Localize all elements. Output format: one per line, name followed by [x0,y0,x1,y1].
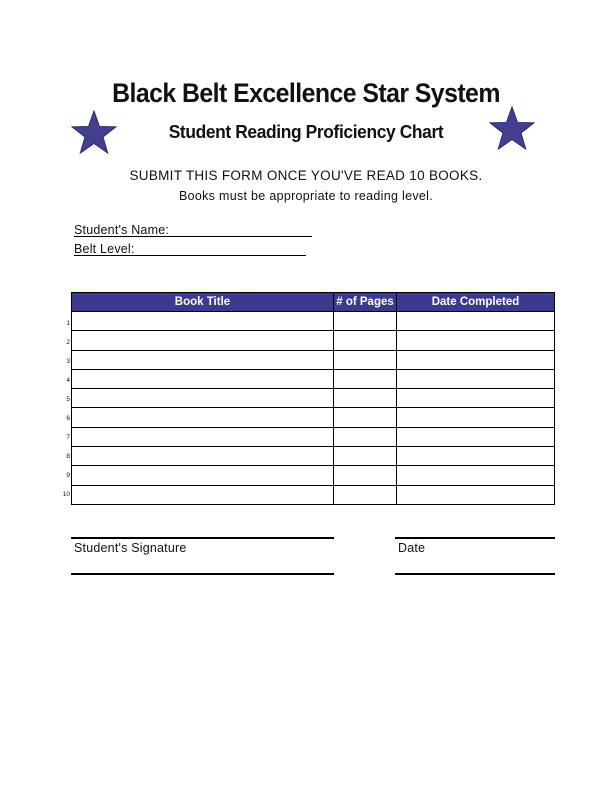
student-name-label: Student's Name: [74,223,170,237]
col-book-title: Book Title [72,293,334,312]
col-pages: # of Pages [334,293,397,312]
table-row [72,447,555,466]
book-title-cell[interactable] [72,369,334,388]
row-number: 6 [66,415,70,422]
table-row [72,485,555,504]
belt-level-line[interactable] [74,255,306,256]
book-title-cell[interactable] [72,485,334,504]
row-number: 5 [66,396,70,403]
pages-cell[interactable] [334,350,397,369]
table-row [72,408,555,427]
row-number: 10 [62,491,70,498]
pages-cell[interactable] [334,447,397,466]
table-row [72,466,555,485]
instruction-note: Books must be appropriate to reading level. [178,189,433,203]
date-top-rule [395,537,555,539]
pages-cell[interactable] [334,427,397,446]
pages-cell[interactable] [334,312,397,331]
book-title-cell[interactable] [72,350,334,369]
book-title-cell[interactable] [72,466,334,485]
date-cell[interactable] [397,466,555,485]
pages-cell[interactable] [334,485,397,504]
pages-cell[interactable] [334,369,397,388]
reading-table [71,292,555,505]
student-signature-line[interactable] [71,573,334,575]
date-cell[interactable] [397,427,555,446]
date-cell[interactable] [397,369,555,388]
date-cell[interactable] [397,389,555,408]
date-cell[interactable] [397,447,555,466]
col-date: Date Completed [397,293,555,312]
book-title-cell[interactable] [72,389,334,408]
book-title-cell[interactable] [72,427,334,446]
table-row [72,331,555,350]
instruction-main: SUBMIT THIS FORM ONCE YOU'VE READ 10 BOOKS. [129,168,483,183]
table-row [72,427,555,446]
page-subtitle: Student Reading Proficiency Chart [168,121,444,142]
pages-cell[interactable] [334,408,397,427]
signature-top-rule [71,537,334,539]
date-cell[interactable] [397,350,555,369]
date-cell[interactable] [397,312,555,331]
table-row [72,312,555,331]
table-header-row [72,293,555,312]
book-title-cell[interactable] [72,447,334,466]
student-name-line[interactable] [74,236,312,237]
date-cell[interactable] [397,331,555,350]
row-number: 7 [66,434,70,441]
table-row [72,389,555,408]
row-number: 4 [66,377,70,384]
row-number: 1 [66,320,70,327]
book-title-cell[interactable] [72,312,334,331]
belt-level-label: Belt Level: [74,242,135,256]
table-row [72,369,555,388]
book-title-cell[interactable] [72,331,334,350]
date-cell[interactable] [397,408,555,427]
pages-cell[interactable] [334,389,397,408]
book-title-cell[interactable] [72,408,334,427]
table-row [72,350,555,369]
row-number: 8 [66,453,70,460]
row-number: 9 [66,472,70,479]
student-signature-label: Student's Signature [74,541,187,555]
date-label: Date [398,541,426,555]
page-title: Black Belt Excellence Star System [112,78,500,108]
row-number: 3 [66,358,70,365]
pages-cell[interactable] [334,331,397,350]
pages-cell[interactable] [334,466,397,485]
date-cell[interactable] [397,485,555,504]
row-number: 2 [66,339,70,346]
date-line[interactable] [395,573,555,575]
